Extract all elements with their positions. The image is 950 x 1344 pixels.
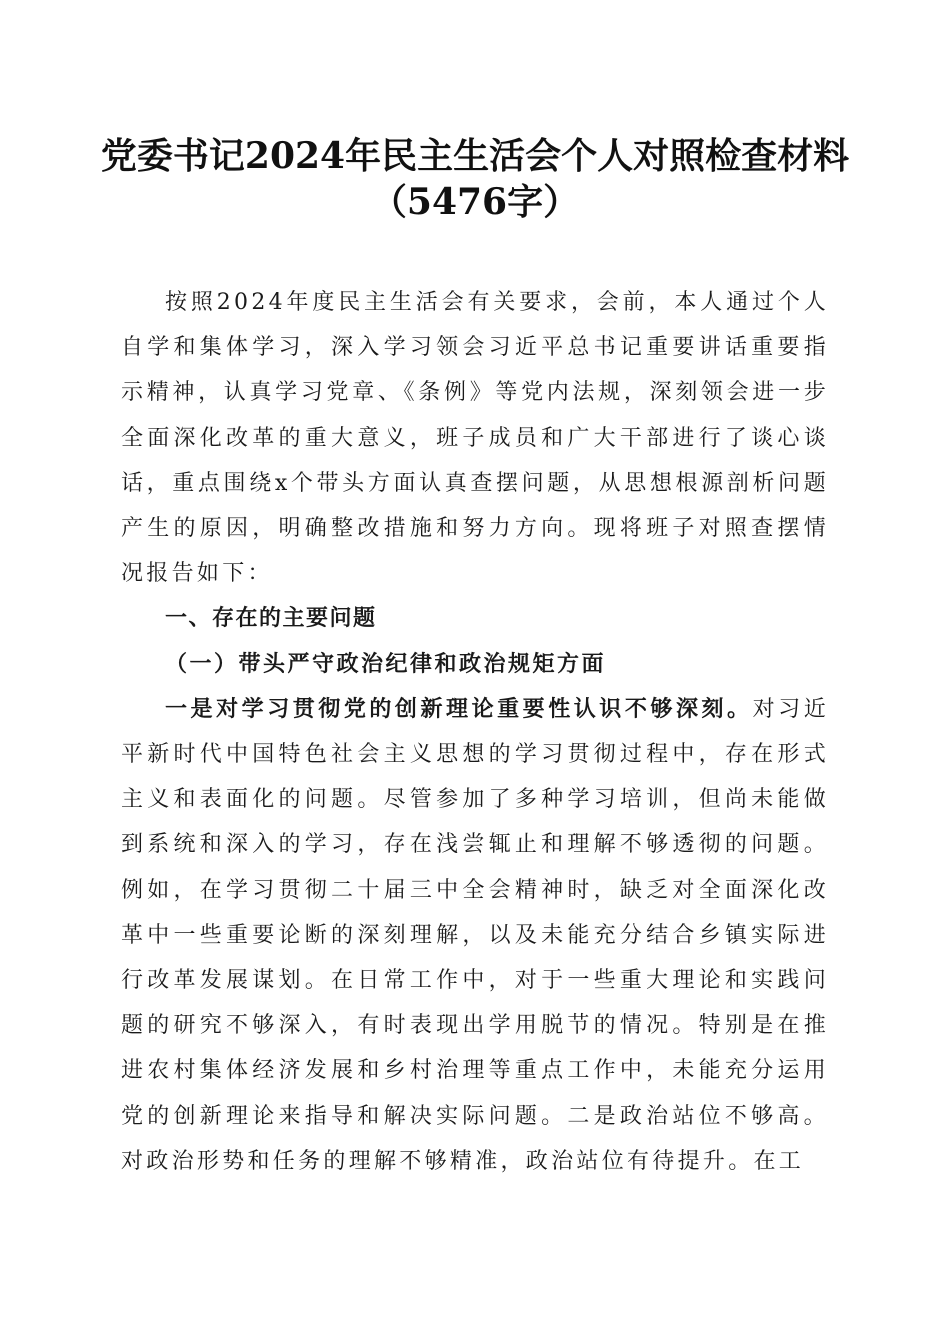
- document-title: 党委书记2024年民主生活会个人对照检查材料（5476字）: [100, 135, 850, 223]
- point-one-lead: 一是对学习贯彻党的创新理论重要性认识不够深刻。: [165, 695, 753, 722]
- section-heading: 一、存在的主要问题: [165, 606, 377, 632]
- intro-paragraph: 按照2024年度民主生活会有关要求，会前，本人通过个人自学和集体学习，深入学习领会习近平总书记重要讲话重要指示精神，认真学习党章、《条例》等党内法规，深刻领会进一步全面深化改革的重大意义，班子成员和广大干部进行了谈心谈话，重点围绕x个带头方面认真查摆问题，从思想根源剖析问题产生的原因，明确整改措施和努力方向。现将班子对照查摆情况报告如下：: [121, 290, 829, 587]
- point-one-text: 对习近平新时代中国特色社会主义思想的学习贯彻过程中，存在形式主义和表面化的问题。尽管参加了多种学习培训，但尚未能做到系统和深入的学习，存在浅尝辄止和理解不够透彻的问题。例如，在学习贯彻二十届三中全会精神时，缺乏对全面深化改革中一些重要论断的深刻理解，以及未能充分结合乡镇实际进行改革发展谋划。在日常工作中，对于一些重大理论和实践问题的研究不够深入，有时表现出学用脱节的情况。特别是在推进农村集体经济发展和乡村治理等重点工作中，未能充分运用党的创新理论来指导和解决实际问题。: [121, 696, 830, 1129]
- problem-paragraph: [121, 687, 829, 1184]
- point-two-text: 对政治形势和任务的理解不够精准，政治站位有待提升。在工: [121, 1148, 805, 1174]
- document-body: [121, 280, 829, 1184]
- subsection-heading: （一）带头严守政治纪律和政治规矩方面: [165, 650, 607, 677]
- point-two-lead: 二是政治站位不够高。: [567, 1103, 829, 1129]
